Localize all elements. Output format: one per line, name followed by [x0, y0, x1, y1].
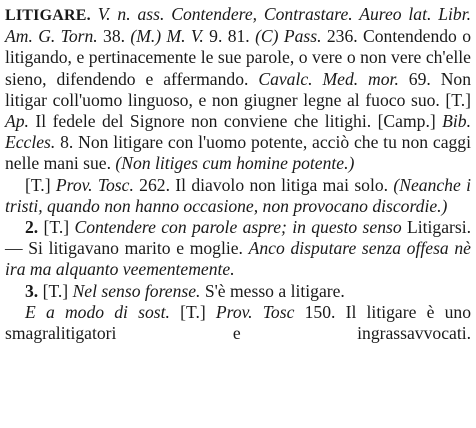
roman-text: 236. Contendendo o litigando, e pertinacemente le sue parole, o vere o non vere ch'elle sieno, difendendo e affermando.	[5, 26, 472, 89]
entry-text	[5, 302, 471, 343]
roman-text: [T.]	[169, 301, 216, 322]
roman-text: 8. Non litigare con l'uomo potente, acciò che tu non caggi nelle mani sue.	[5, 132, 471, 174]
sense-3-continued	[5, 302, 471, 344]
entry-paragraph-2	[5, 175, 471, 217]
roman-text: 38.	[97, 26, 131, 47]
italic-text: Ap.	[5, 111, 29, 132]
italic-text: Contendere con parole aspre; in questo senso	[74, 217, 402, 238]
sense-3	[5, 281, 471, 302]
italic-text: Prov. Tosc.	[55, 174, 134, 195]
entry-text	[5, 175, 471, 216]
sense-number: 3.	[25, 280, 39, 301]
italic-text: Anco disputare senza offesa nè ira ma alquanto veementemente.	[5, 238, 471, 280]
italic-text: (Non litiges cum homine potente.)	[115, 153, 355, 174]
entry-paragraph-1	[5, 4, 471, 175]
italic-text: Bib. Eccles.	[5, 111, 471, 153]
italic-text: E a modo di sost.	[25, 301, 170, 322]
italic-text: Cavalc. Med. mor.	[258, 68, 399, 89]
italic-text: Nel senso forense.	[72, 280, 201, 301]
roman-text: [T.]	[38, 217, 75, 238]
roman-text: Litigarsi. — Si litigavano marito e moglie.	[5, 217, 471, 259]
roman-text: 262. Il diavolo non litiga mai solo.	[133, 174, 394, 195]
entry-text	[5, 4, 471, 173]
italic-text: (Neanche i tristi, quando non hanno occasione, non provocano discordie.)	[5, 174, 471, 216]
italic-text: Prov. Tosc	[215, 301, 295, 322]
roman-text: S'è messo a litigare.	[200, 280, 345, 301]
dictionary-entry	[5, 4, 471, 344]
roman-text: 9. 81.	[203, 26, 256, 47]
sense-number: 2.	[25, 217, 39, 238]
entry-text	[5, 217, 471, 279]
roman-text: Il fedele del Signore non conviene che litighi. [Camp.]	[28, 111, 443, 132]
sense-2	[5, 217, 471, 281]
entry-text	[38, 281, 345, 301]
roman-text: 69. Non litigar coll'uomo linguoso, e non giugner legne al fuoco suo. [T.]	[5, 68, 471, 110]
roman-text: [T.]	[25, 174, 56, 195]
roman-text: 150. Il litigare è uno smagralitigatori e ingrassavvocati.	[5, 301, 471, 344]
headword: LITIGARE.	[5, 7, 91, 24]
italic-text: (C) Pass.	[255, 26, 322, 47]
italic-text: (M.) M. V.	[130, 26, 204, 47]
roman-text: [T.]	[38, 280, 73, 301]
italic-text: V. n. ass. Contendere, Contrastare. Aureo lat. Libr. Am. G. Torn.	[5, 4, 471, 47]
